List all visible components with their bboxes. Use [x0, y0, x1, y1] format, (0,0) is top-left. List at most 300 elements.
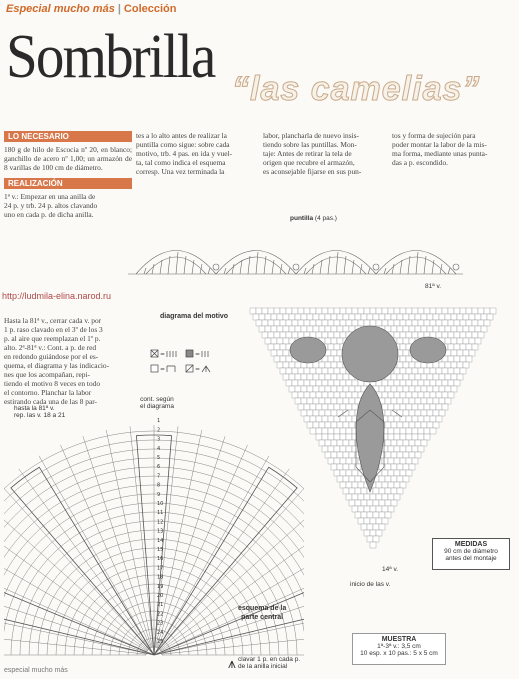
motif-cell [412, 446, 418, 452]
motif-cell [433, 374, 439, 380]
motif-cell [394, 332, 400, 338]
motif-cell [343, 464, 349, 470]
motif-cell [322, 428, 328, 434]
motif-cell [301, 314, 307, 320]
center-title: esquema de la [238, 605, 287, 612]
motif-cell [397, 386, 403, 392]
motif-cell [325, 398, 331, 404]
motif-cell [442, 368, 448, 374]
motif-cell [481, 314, 487, 320]
motif-cell [337, 314, 343, 320]
motif-cell [319, 374, 325, 380]
motif-cell [406, 308, 412, 314]
motif-cell [328, 320, 334, 326]
motif-cell [415, 386, 421, 392]
motif-cell [415, 422, 421, 428]
start-rows-label: inicio de las v. [350, 581, 391, 588]
motif-cell [442, 320, 448, 326]
motif-cell [421, 410, 427, 416]
motif-cell [466, 308, 472, 314]
wheel-spoke [39, 456, 150, 648]
row-number: 7 [157, 473, 161, 480]
motif-cell [385, 512, 391, 518]
motif-cell [349, 386, 355, 392]
motif-cell [388, 392, 394, 398]
motif-cell [316, 332, 322, 338]
motif-cell [340, 320, 346, 326]
motif-cell [373, 512, 379, 518]
motif-cell [406, 392, 412, 398]
motif-cell [403, 452, 409, 458]
motif-cell [343, 476, 349, 482]
motif-cell [328, 392, 334, 398]
row-number: 23 [157, 620, 164, 627]
motif-cell [400, 392, 406, 398]
motif-cell [337, 362, 343, 368]
motif-cell [379, 314, 385, 320]
row-number: 14 [157, 537, 164, 544]
motif-cell [316, 380, 322, 386]
motif-cell [385, 398, 391, 404]
motif-cell [343, 488, 349, 494]
motif-cell [421, 440, 427, 446]
motif-cell [415, 362, 421, 368]
motif-cell [334, 368, 340, 374]
motif-cell [388, 446, 394, 452]
motif-cell [376, 482, 382, 488]
motif-cell [301, 326, 307, 332]
motif-cell [376, 494, 382, 500]
motif-cell [397, 338, 403, 344]
motif-cell [427, 386, 433, 392]
motif-cell [265, 326, 271, 332]
motif-cell [484, 320, 490, 326]
motif-cell [382, 404, 388, 410]
motif-cell [328, 308, 334, 314]
motif-cell [364, 494, 370, 500]
measures-line2: antes del montaje [445, 555, 497, 562]
motif-cell [415, 410, 421, 416]
motif-cell [295, 314, 301, 320]
motif-cell [334, 458, 340, 464]
motif-cell [445, 374, 451, 380]
motif-cell [412, 428, 418, 434]
motif-cell [433, 362, 439, 368]
text-line: ta, tal como indica el esquema [136, 158, 226, 167]
motif-cell [409, 398, 415, 404]
motif-cell [346, 470, 352, 476]
motif-cell [406, 332, 412, 338]
puntilla-arch [136, 251, 216, 275]
motif-cell [328, 356, 334, 362]
motif-cell [376, 518, 382, 524]
motif-cell [316, 320, 322, 326]
puntilla-stitch [368, 268, 370, 274]
motif-cell [310, 404, 316, 410]
motif-cell [268, 320, 274, 326]
sample-line1: 1ª-3ª v.: 3,5 cm [377, 643, 421, 650]
motif-cell [259, 314, 265, 320]
motif-cell [334, 380, 340, 386]
motif-cell [328, 380, 334, 386]
motif-cell [313, 410, 319, 416]
motif-cell [334, 404, 340, 410]
motif-cell [403, 338, 409, 344]
materials-section [4, 131, 132, 219]
motif-cell [304, 368, 310, 374]
motif-cell [352, 392, 358, 398]
motif-cell [316, 434, 322, 440]
puntilla-stitch [408, 256, 410, 274]
motif-cell [412, 320, 418, 326]
motif-cell [412, 434, 418, 440]
motif-cell [289, 314, 295, 320]
motif-cell [394, 494, 400, 500]
motif-cell [490, 308, 496, 314]
motif-cell [460, 356, 466, 362]
puntilla-picot [213, 264, 219, 270]
motif-cell [457, 374, 463, 380]
materials-text: 180 g de hilo de Escocia nº 20, en blanco; ganchillo de acero nº 1,00; un armazón de 8 varillas de 100 cm de diámetro. [4, 145, 132, 172]
motif-cell [325, 338, 331, 344]
motif-cell [331, 422, 337, 428]
motif-cell [418, 308, 424, 314]
motif-cell [295, 362, 301, 368]
motif-cell [337, 464, 343, 470]
motif-cell [454, 356, 460, 362]
motif-cell [466, 344, 472, 350]
motif-cell [349, 464, 355, 470]
text-line: 24 p. y trb. 24 p. altos clavando [4, 201, 98, 210]
text-line: tiendo sobre las puntillas. Mon- [263, 140, 357, 149]
motif-cell [394, 380, 400, 386]
motif-cell [355, 488, 361, 494]
continue-label: cont. según [140, 396, 174, 403]
motif-cell [322, 368, 328, 374]
motif-cell [322, 434, 328, 440]
motif-cell [427, 398, 433, 404]
svg-text:=: = [160, 351, 166, 358]
row-number: 22 [157, 611, 164, 618]
motif-cell [397, 476, 403, 482]
motif-cell [346, 404, 352, 410]
wheel-spoke [4, 501, 148, 650]
motif-cell [337, 374, 343, 380]
motif-cell [361, 524, 367, 530]
motif-cell [406, 380, 412, 386]
row-number: 12 [157, 519, 164, 526]
motif-cell [343, 386, 349, 392]
wheel-section [4, 571, 154, 655]
motif-cell [406, 470, 412, 476]
motif-cell [382, 446, 388, 452]
motif-cell [406, 446, 412, 452]
motif-cell [367, 500, 373, 506]
motif-cell [430, 416, 436, 422]
row-number: 17 [157, 565, 164, 572]
motif-cell [322, 308, 328, 314]
motif-cell [427, 314, 433, 320]
motif-cell [340, 368, 346, 374]
motif-cell [409, 326, 415, 332]
motif-cell [394, 458, 400, 464]
motif-cell [394, 368, 400, 374]
motif-cell [352, 404, 358, 410]
motif-cell [397, 464, 403, 470]
motif-cell [415, 398, 421, 404]
motif-cell [346, 482, 352, 488]
motif-cell [274, 356, 280, 362]
motif-cell [340, 434, 346, 440]
motif-cell [313, 362, 319, 368]
motif-cell [328, 332, 334, 338]
motif-cell [322, 332, 328, 338]
motif-cell [460, 308, 466, 314]
motif-cell [418, 434, 424, 440]
center-title-2: parte central [241, 614, 284, 621]
motif-cell [424, 428, 430, 434]
motif-cell [268, 308, 274, 314]
motif-cell [421, 386, 427, 392]
motif-cell [349, 398, 355, 404]
motif-cell [337, 326, 343, 332]
motif-cell [307, 374, 313, 380]
motif-cell [394, 482, 400, 488]
motif-cell [370, 530, 376, 536]
motif-cell [331, 410, 337, 416]
motif-cell [382, 308, 388, 314]
motif-cell [310, 428, 316, 434]
motif-cell [400, 356, 406, 362]
motif-cell [439, 374, 445, 380]
motif-cell [334, 344, 340, 350]
motif-cell [397, 410, 403, 416]
motif-cell [325, 440, 331, 446]
motif-cell [421, 314, 427, 320]
motif-cell [403, 440, 409, 446]
text-line: alto. 2ª-81ª v.: Cont. a p. de red [4, 343, 97, 352]
motif-cell [403, 422, 409, 428]
motif-cell [424, 416, 430, 422]
motif-cell [397, 374, 403, 380]
motif-cell [391, 476, 397, 482]
motif-cell [403, 374, 409, 380]
motif-cell [475, 326, 481, 332]
motif-cell [400, 428, 406, 434]
motif-cell [325, 362, 331, 368]
motif-cell [346, 308, 352, 314]
motif-cell [364, 320, 370, 326]
motif-cell [370, 320, 376, 326]
motif-cell [478, 332, 484, 338]
motif-cell [376, 506, 382, 512]
wheel-spoke [157, 445, 247, 648]
motif-cell [352, 320, 358, 326]
motif-cell [379, 386, 385, 392]
motif-cell [388, 404, 394, 410]
motif-cell [388, 434, 394, 440]
motif-cell [403, 350, 409, 356]
motif-cell [418, 404, 424, 410]
repeat-label: rep. las v. 18 a 21 [14, 412, 66, 419]
puntilla-stitch [168, 256, 170, 274]
motif-cell [295, 374, 301, 380]
motif-cell [424, 380, 430, 386]
puntilla-stitch [176, 252, 178, 274]
text-line: poder montar la labor de la mis- [392, 140, 487, 149]
motif-cell [472, 320, 478, 326]
puntilla-stitch [312, 264, 314, 274]
motif-cell [448, 368, 454, 374]
wheel-spoke [130, 426, 153, 647]
motif-cell [346, 392, 352, 398]
motif-cell [370, 494, 376, 500]
motif-cell [382, 494, 388, 500]
motif-cell [400, 446, 406, 452]
motif-cell [451, 338, 457, 344]
motif-cell [343, 452, 349, 458]
motif-cell [310, 368, 316, 374]
motif-cell [310, 308, 316, 314]
motif-cell [403, 476, 409, 482]
motif-cell [340, 416, 346, 422]
motif-cell [265, 314, 271, 320]
text-line: Hasta la 81ª v., cerrar cada v. por [4, 316, 102, 325]
motif-cell [442, 308, 448, 314]
motif-cell [430, 392, 436, 398]
puntilla-stitch [144, 268, 146, 274]
motif-cell [388, 494, 394, 500]
motif-cell [436, 392, 442, 398]
motif-cell [448, 332, 454, 338]
motif-cell [382, 392, 388, 398]
motif-cell [412, 458, 418, 464]
motif-cell [469, 350, 475, 356]
puntilla-stitch [200, 264, 202, 274]
motif-cell [379, 500, 385, 506]
motif-cell [421, 374, 427, 380]
motif-cell [295, 326, 301, 332]
motif-cell [418, 392, 424, 398]
motif-cell [394, 320, 400, 326]
motif-cell [469, 338, 475, 344]
measures-box [432, 538, 510, 570]
motif-cell [289, 386, 295, 392]
motif-cell [283, 314, 289, 320]
motif-cell [463, 314, 469, 320]
motif-cell [358, 506, 364, 512]
motif-cell [334, 308, 340, 314]
motif-cell [460, 368, 466, 374]
puntilla-arch [296, 251, 376, 275]
motif-cell [355, 314, 361, 320]
motif-cell [376, 530, 382, 536]
motif-cell [412, 392, 418, 398]
motif-cell [262, 308, 268, 314]
motif-cell [337, 398, 343, 404]
row-number: 6 [157, 464, 161, 471]
motif-cell [334, 434, 340, 440]
motif-cell [388, 458, 394, 464]
motif-cell [289, 362, 295, 368]
motif-cell [298, 380, 304, 386]
motif-cell [400, 332, 406, 338]
text-line: en redondo guiándose por el es- [4, 352, 99, 361]
motif-cell [331, 452, 337, 458]
motif-cell [271, 350, 277, 356]
motif-cell [415, 326, 421, 332]
motif-cell [385, 440, 391, 446]
motif-cell [388, 308, 394, 314]
row-number: 2 [157, 427, 161, 434]
motif-cell [388, 428, 394, 434]
motif-cell [325, 452, 331, 458]
motif-cell [340, 380, 346, 386]
motif-cell [322, 404, 328, 410]
motif-cell [439, 398, 445, 404]
motif-cell [373, 314, 379, 320]
motif-cell [358, 518, 364, 524]
motif-cell [313, 398, 319, 404]
motif-cell [427, 410, 433, 416]
motif-cell [364, 308, 370, 314]
motif-cell [406, 404, 412, 410]
motif-cell [334, 392, 340, 398]
motif-cell [400, 434, 406, 440]
motif-cell [379, 524, 385, 530]
motif-cell [352, 458, 358, 464]
row-number: 10 [157, 501, 164, 507]
motif-cell [478, 320, 484, 326]
row-number: 24 [157, 629, 164, 636]
row-number: 8 [157, 482, 161, 489]
motif-cell [391, 464, 397, 470]
motif-cell [460, 332, 466, 338]
text-line: taje: Antes de retirar la tela de [263, 149, 352, 158]
motif-cell [382, 380, 388, 386]
motif-cell [313, 326, 319, 332]
motif-cell [313, 374, 319, 380]
motif-cell [442, 392, 448, 398]
puntilla-stitch [440, 264, 442, 274]
motif-cell [274, 344, 280, 350]
motif-cell [331, 386, 337, 392]
motif-cell [418, 416, 424, 422]
row-number: 20 [157, 593, 164, 599]
motif-cell [442, 404, 448, 410]
motif-cell [400, 404, 406, 410]
motif-cell [352, 470, 358, 476]
motif-cell [463, 338, 469, 344]
motif-cell [361, 488, 367, 494]
motif-cell [397, 422, 403, 428]
motif-cell [373, 488, 379, 494]
motif-cell [349, 488, 355, 494]
motif-cell [298, 392, 304, 398]
motif-cell [325, 374, 331, 380]
center-caption [238, 604, 286, 622]
motif-cell [424, 320, 430, 326]
motif-cell [364, 530, 370, 536]
motif-cell [295, 386, 301, 392]
motif-cell [385, 386, 391, 392]
motif-cell [412, 308, 418, 314]
text-line: labor, plancharla de nuevo insis- [263, 131, 359, 140]
motif-cell [436, 380, 442, 386]
row-number: 25 [157, 639, 164, 645]
motif-cell [283, 350, 289, 356]
puntilla-title: puntilla [290, 215, 314, 222]
